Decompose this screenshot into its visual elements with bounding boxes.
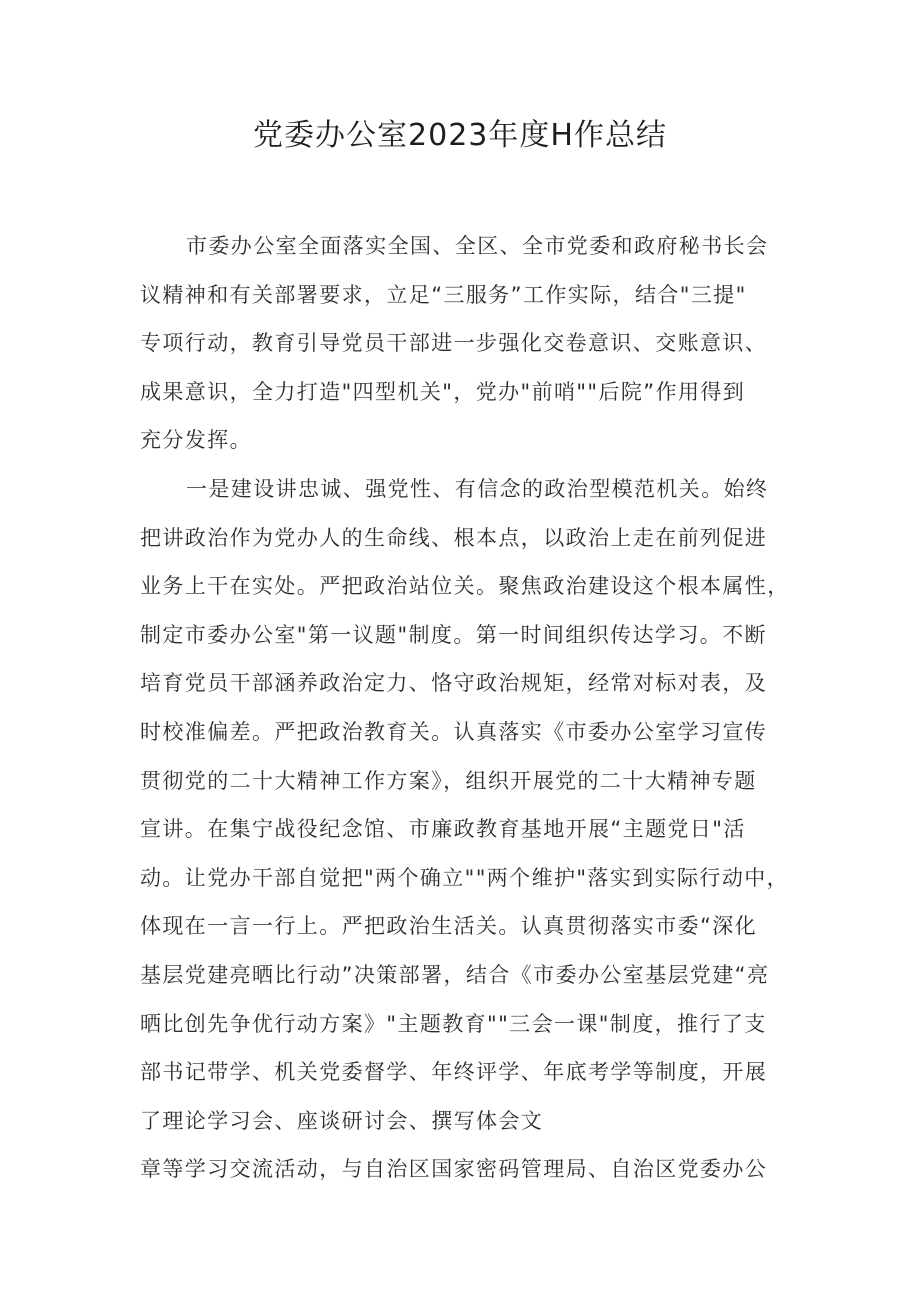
paragraph-line: 一是建设讲忠诚、强党性、有信念的政治型模范机关。始终 (186, 476, 769, 501)
paragraph-line: 充分发挥。 (140, 428, 252, 453)
paragraph-line: 晒比创先争优行动方案》"主题教育""三会一课"制度，推行了支 (140, 1011, 767, 1036)
paragraph-line: 章等学习交流活动，与自治区国家密码管理局、自治区党委办公 (140, 1157, 768, 1182)
paragraph-line: 宣讲。在集宁战役纪念馆、市廉政教育基地开展“主题党日"活 (140, 817, 746, 842)
paragraph-line: 贯彻党的二十大精神工作方案》，组织开展党的二十大精神专题 (140, 768, 757, 793)
paragraph-line: 了理论学习会、座谈研讨会、撰写体会文 (140, 1108, 544, 1133)
document-title: 党委办公室2023年度H作总结 (253, 118, 667, 153)
paragraph-line: 时校准偏差。严把政治教育关。认真落实《市委办公室学习宣传 (140, 719, 768, 744)
paragraph-line: 制定市委办公室"第一议题"制度。第一时间组织传达学习。不断 (140, 622, 767, 647)
paragraph-line: 部书记带学、机关党委督学、年终评学、年底考学等制度，开展 (140, 1060, 768, 1085)
paragraph-line: 业务上干在实处。严把政治站位关。聚焦政治建设这个根本属性， (140, 574, 790, 599)
paragraph-line: 体现在一言一行上。严把政治生活关。认真贯彻落实市委“深化 (140, 914, 758, 939)
paragraph-line: 把讲政治作为党办人的生命线、根本点，以政治上走在前列促进 (140, 525, 768, 550)
paragraph-line: 成果意识，全力打造"四型机关"，党办"前哨""后院”作用得到 (140, 379, 746, 404)
paragraph-line: 专项行动，教育引导党员干部进一步强化交卷意识、交账意识、 (140, 331, 768, 356)
paragraph-line: 议精神和有关部署要求，立足“三服务”工作实际，结合"三提" (140, 282, 747, 307)
paragraph-line: 市委办公室全面落实全国、全区、全市党委和政府秘书长会 (186, 234, 769, 258)
paragraph-line: 基层党建亮晒比行动”决策部署，结合《市委办公室基层党建“亮 (140, 962, 770, 987)
document-body (140, 222, 800, 1194)
paragraph-line: 培育党员干部涵养政治定力、恪守政治规矩，经常对标对表，及 (140, 671, 768, 696)
paragraph-line: 动。让党办干部自觉把"两个确立""两个维护"落实到实际行动中， (140, 865, 790, 890)
